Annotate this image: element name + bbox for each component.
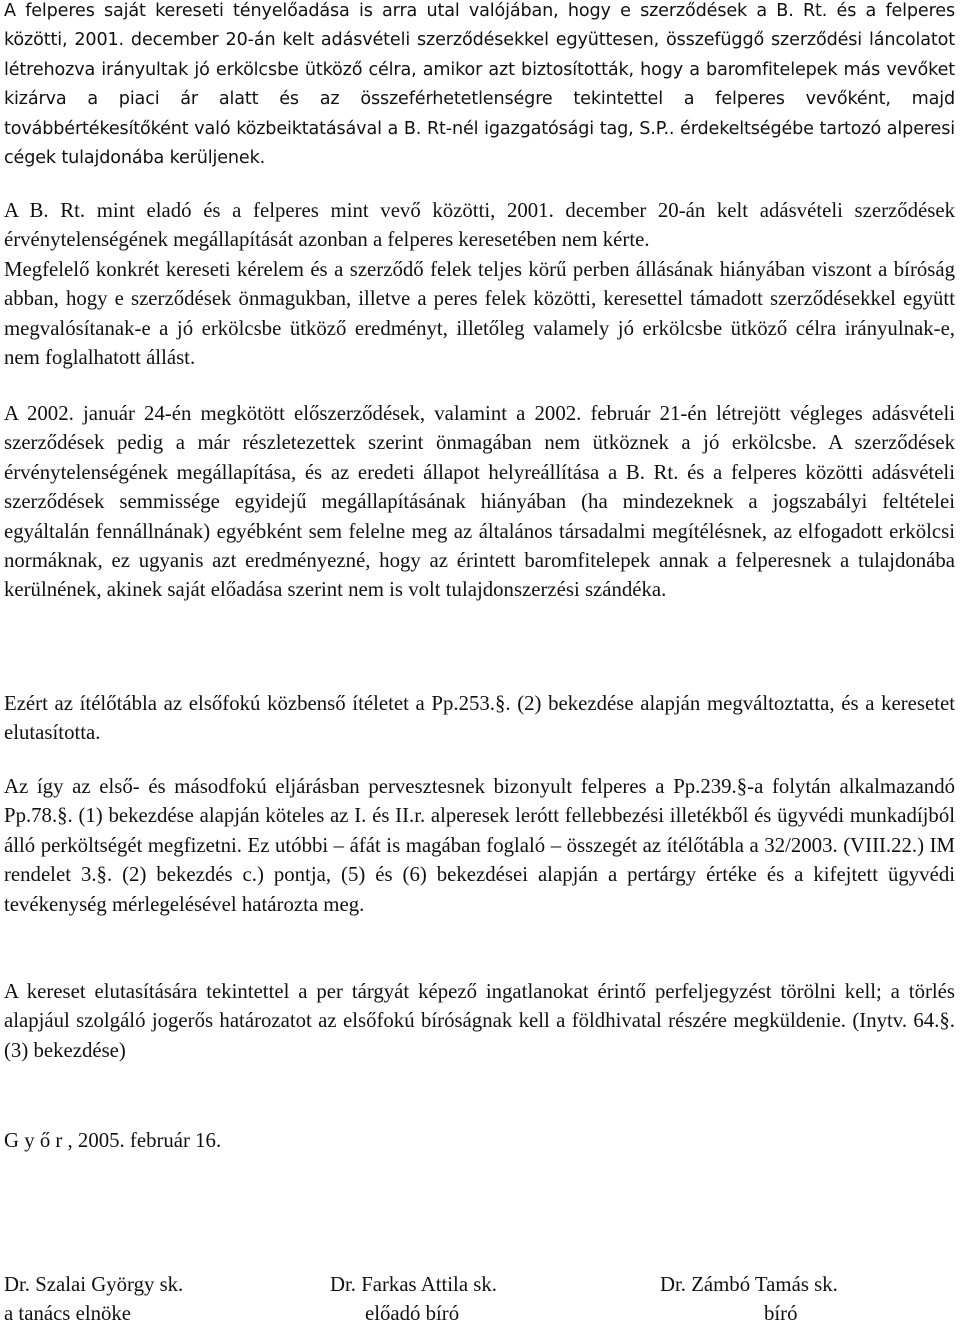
signature-name: Dr. Farkas Attila sk.	[330, 1273, 497, 1296]
paragraph-contract-validity	[4, 196, 955, 372]
signature-role: bíró	[764, 1302, 798, 1326]
signature-judge	[660, 1270, 838, 1329]
paragraph-ruling: Ezért az ítélőtábla az elsőfokú közbenső ítéletet a Pp.253.§. (2) bekezdése alapján megváltoztatta, és a keresetet elutasította.	[4, 692, 955, 745]
place-date: G y ő r , 2005. február 16.	[4, 1129, 222, 1152]
signature-rapporteur-judge	[330, 1270, 497, 1329]
signature-role: a tanács elnöke	[4, 1302, 132, 1326]
signature-name: Dr. Zámbó Tamás sk.	[660, 1273, 838, 1296]
signature-name: Dr. Szalai György sk.	[4, 1273, 184, 1296]
paragraph-registry-deletion: A kereset elutasítására tekintettel a per tárgyát képező ingatlanokat érintő perfeljegyzést törölni kell; a törlés alapjául szolgáló jogerős határozatot az elsőfokú bíróságnak kell a földhivatal részére megküldenie. (Inytv. 64.§. (3) bekezdése)	[4, 980, 955, 1062]
paragraph-contract-validity-sentence-1: A B. Rt. mint eladó és a felperes mint vevő közötti, 2001. december 20-án kelt adásvételi szerződések érvénytelenségének megállapítását azonban a felperes keresetében nem kérte.	[4, 199, 955, 252]
paragraph-contract-validity-sentence-2: Megfelelő konkrét kereseti kérelem és a szerződő felek teljes körű perben állásának hiányában viszont a bíróság abban, hogy e szerződések önmagukban, illetve a peres felek közötti, keresettel támadott szerződésekkel együtt megvalósítanak-e a jó erkölcsbe ütköző eredményt, illetőleg valamely jó erkölcsbe ütköző célra irányulnak-e, nem foglalhatott állást.	[4, 257, 955, 370]
paragraph-costs: Az így az első- és másodfokú eljárásban pervesztesnek bizonyult felperes a Pp.239.§-a folytán alkalmazandó Pp.78.§. (1) bekezdése alapján köteles az I. és II.r. alperesek lerótt fellebbezési illetékből és ügyvédi munkadíjból álló perköltségét megfizetni. Ez utóbbi – áfát is magában foglaló – összegét az ítélőtábla a 32/2003. (VIII.22.) IM rendelet 3.§. (2) bekezdés c.) pontja, (5) és (6) bekezdései alapján a pertárgy értéke és a kifejtett ügyvédi tevékenység mérlegelésével határozta meg.	[4, 775, 955, 916]
paragraph-preliminary-contracts: A 2002. január 24-én megkötött előszerződések, valamint a 2002. február 21-én létrejött végleges adásvételi szerződések pedig a már részletezettek szerint önmagában nem ütköznek a jó erkölcsbe. A szerződések érvénytelenségének megállapítása, és az eredeti állapot helyreállítása a B. Rt. és a felperes közötti adásvételi szerződések semmissége egyidejű megállapításának hiányában (ha mindezeknek a jogszabályi feltételei egyáltalán fennállnának) egyébként sem felelne meg az általános társadalmi megítélésnek, az elfogadott erkölcsi normáknak, ez ugyanis azt eredményezné, hogy az érintett baromfitelepek annak a felperesnek a tulajdonába kerülnének, akinek saját előadása szerint nem is volt tulajdonszerzési szándéka.	[4, 402, 955, 602]
paragraph-intro: A felperes saját kereseti tényelőadása is arra utal valójában, hogy e szerződések a B. Rt. és a felperes közötti, 2001. december 20-án kelt adásvételi szerződésekkel együttesen, összefüggő szerződési láncolatot létrehozva irányultak jó erkölcsbe ütköző célra, amikor azt biztosították, hogy a baromfitelepek más vevőket kizárva a piaci ár alatt és az összeférhetetlenségre tekintettel a felperes vevőként, majd továbbértékesítőként való közbeiktatásával a B. Rt-nél igazgatósági tag, S.P.. érdekeltségébe tartozó alperesi cégek tulajdonába kerüljenek.	[4, 1, 955, 169]
signature-role: előadó bíró	[365, 1302, 460, 1326]
signature-presiding-judge	[4, 1270, 183, 1329]
